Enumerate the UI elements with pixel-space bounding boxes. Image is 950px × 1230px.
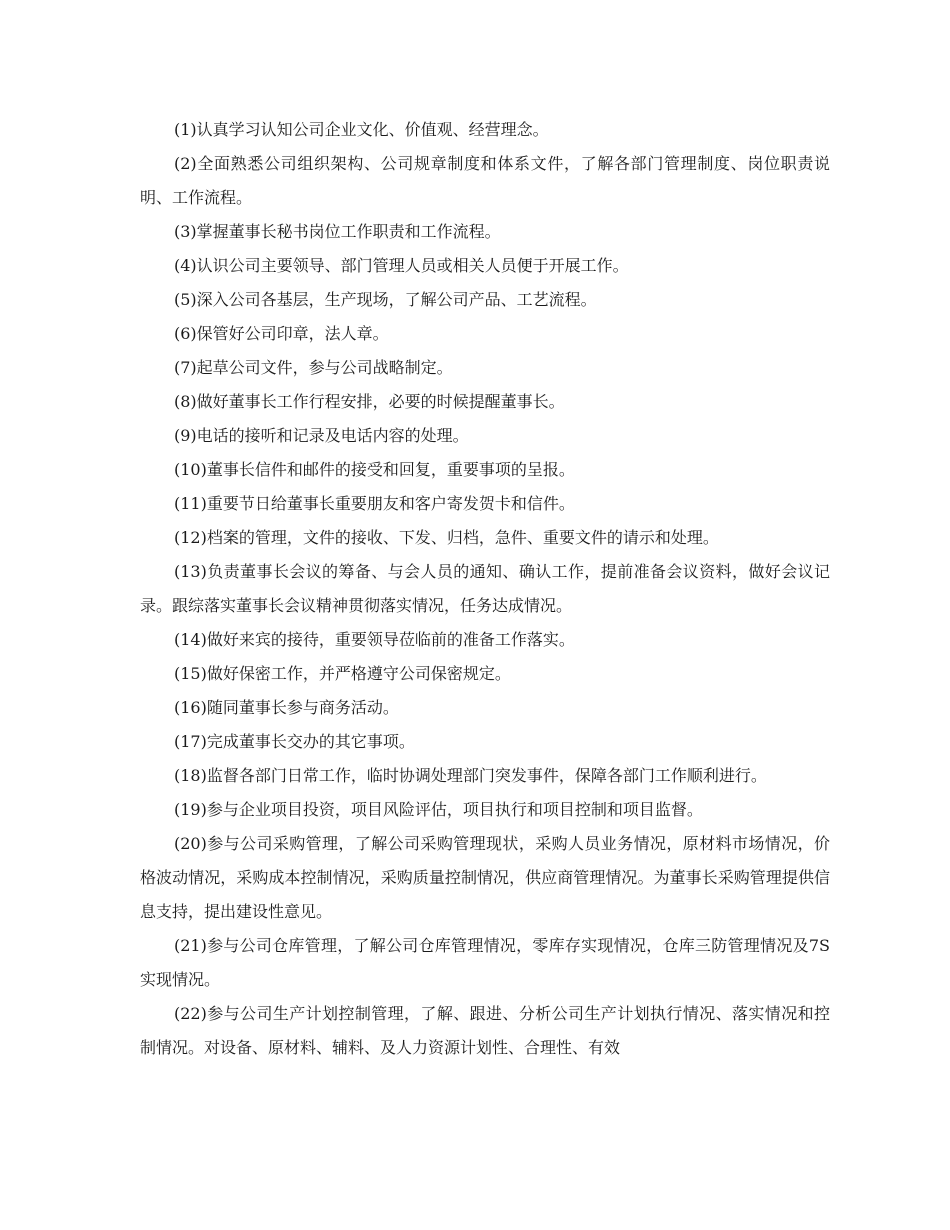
list-item: (19)参与企业项目投资，项目风险评估，项目执行和项目控制和项目监督。 xyxy=(174,800,703,819)
list-item: (10)董事长信件和邮件的接受和回复，重要事项的呈报。 xyxy=(174,460,575,479)
list-item: (22)参与公司生产计划控制管理，了解、跟进、分析公司生产计划执行情况、落实情况和控制情况。对设备、原材料、辅料、及人力资源计划性、合理性、有效 xyxy=(140,1004,830,1057)
list-item: (6)保管好公司印章，法人章。 xyxy=(174,324,389,343)
list-item: (15)做好保密工作，并严格遵守公司保密规定。 xyxy=(174,664,511,683)
list-item: (18)监督各部门日常工作，临时协调处理部门突发事件，保障各部门工作顺利进行。 xyxy=(174,766,767,785)
list-item: (7)起草公司文件，参与公司战略制定。 xyxy=(174,358,453,377)
list-item: (13)负责董事长会议的筹备、与会人员的通知、确认工作，提前准备会议资料，做好会议记录。跟综落实董事长会议精神贯彻落实情况，任务达成情况。 xyxy=(140,562,830,615)
list-item: (2)全面熟悉公司组织架构、公司规章制度和体系文件，了解各部门管理制度、岗位职责说明、工作流程。 xyxy=(140,154,830,207)
document-body xyxy=(140,113,830,1065)
list-item: (12)档案的管理，文件的接收、下发、归档，急件、重要文件的请示和处理。 xyxy=(174,528,719,547)
list-item: (3)掌握董事长秘书岗位工作职责和工作流程。 xyxy=(174,222,501,241)
list-item: (16)随同董事长参与商务活动。 xyxy=(174,698,399,717)
list-item: (5)深入公司各基层，生产现场，了解公司产品、工艺流程。 xyxy=(174,290,597,309)
list-item: (11)重要节日给董事长重要朋友和客户寄发贺卡和信件。 xyxy=(174,494,575,513)
list-item: (21)参与公司仓库管理，了解公司仓库管理情况，零库存实现情况，仓库三防管理情况及7S实现情况。 xyxy=(140,936,830,989)
list-item: (8)做好董事长工作行程安排，必要的时候提醒董事长。 xyxy=(174,392,565,411)
list-item: (4)认识公司主要领导、部门管理人员或相关人员便于开展工作。 xyxy=(174,256,629,275)
list-item: (9)电话的接听和记录及电话内容的处理。 xyxy=(174,426,469,445)
list-item: (20)参与公司采购管理，了解公司采购管理现状，采购人员业务情况，原材料市场情况，价格波动情况，采购成本控制情况，采购质量控制情况，供应商管理情况。为董事长采购管理提供信息支持，提出建设性意见。 xyxy=(140,834,830,921)
list-item: (17)完成董事长交办的其它事项。 xyxy=(174,732,415,751)
list-item: (1)认真学习认知公司企业文化、价值观、经营理念。 xyxy=(174,120,549,139)
list-item: (14)做好来宾的接待，重要领导莅临前的准备工作落实。 xyxy=(174,630,575,649)
